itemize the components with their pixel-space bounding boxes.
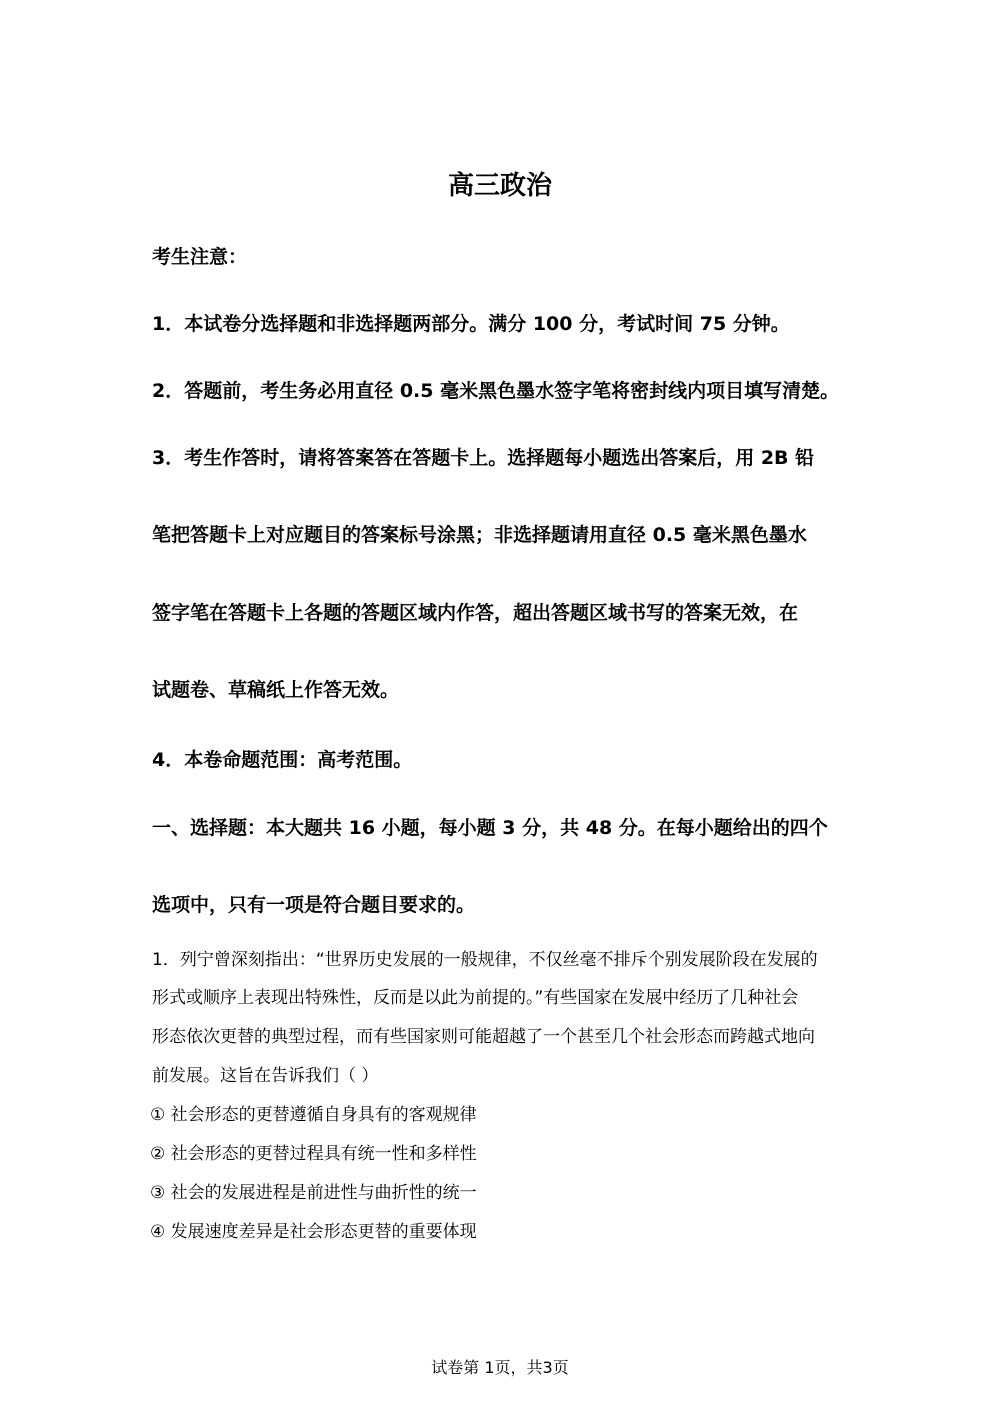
notice-item-3-line: 3．考生作答时，请将答案答在答题卡上。选择题每小题选出答案后，用 2B 铅: [152, 447, 815, 469]
notice-heading: 考生注意：: [152, 246, 248, 268]
notice-item-1: 1．本试卷分选择题和非选择题两部分。满分 100 分，考试时间 75 分钟。: [152, 313, 790, 335]
question-stem-line: 前发展。这旨在告诉我们（ ）: [152, 1066, 379, 1086]
question-option: ④ 发展速度差异是社会形态更替的重要体现: [150, 1222, 477, 1242]
question-option: ② 社会形态的更替过程具有统一性和多样性: [150, 1144, 477, 1164]
question-option: ③ 社会的发展进程是前进性与曲折性的统一: [150, 1183, 477, 1203]
notice-item-3-line: 试题卷、草稿纸上作答无效。: [152, 679, 400, 701]
section-heading-line: 一、选择题：本大题共 16 小题，每小题 3 分，共 48 分。在每小题给出的四个: [152, 817, 828, 839]
section-heading-line: 选项中，只有一项是符合题目要求的。: [152, 894, 476, 916]
notice-item-2: 2．答题前，考生务必用直径 0.5 毫米黑色墨水签字笔将密封线内项目填写清楚。: [152, 380, 840, 402]
notice-item-3-line: 笔把答题卡上对应题目的答案标号涂黑；非选择题请用直径 0.5 毫米黑色墨水: [152, 524, 807, 546]
question-stem-line: 形态依次更替的典型过程，而有些国家则可能超越了一个甚至几个社会形态而跨越式地向: [152, 1027, 815, 1047]
notice-item-4: 4．本卷命题范围：高考范围。: [152, 749, 413, 771]
notice-item-3-line: 签字笔在答题卡上各题的答题区域内作答，超出答题区域书写的答案无效，在: [152, 602, 799, 624]
page-title: 高三政治: [447, 171, 552, 201]
question-stem-line: 形式或顺序上表现出特殊性，反而是以此为前提的。”有些国家在发展中经历了几种社会: [152, 988, 799, 1008]
question-option: ① 社会形态的更替遵循自身具有的客观规律: [150, 1105, 477, 1125]
question-stem-line: 1．列宁曾深刻指出：“世界历史发展的一般规律，不仅丝毫不排斥个别发展阶段在发展的: [152, 950, 818, 970]
page-footer: 试卷第 1页，共3页: [431, 1358, 569, 1377]
